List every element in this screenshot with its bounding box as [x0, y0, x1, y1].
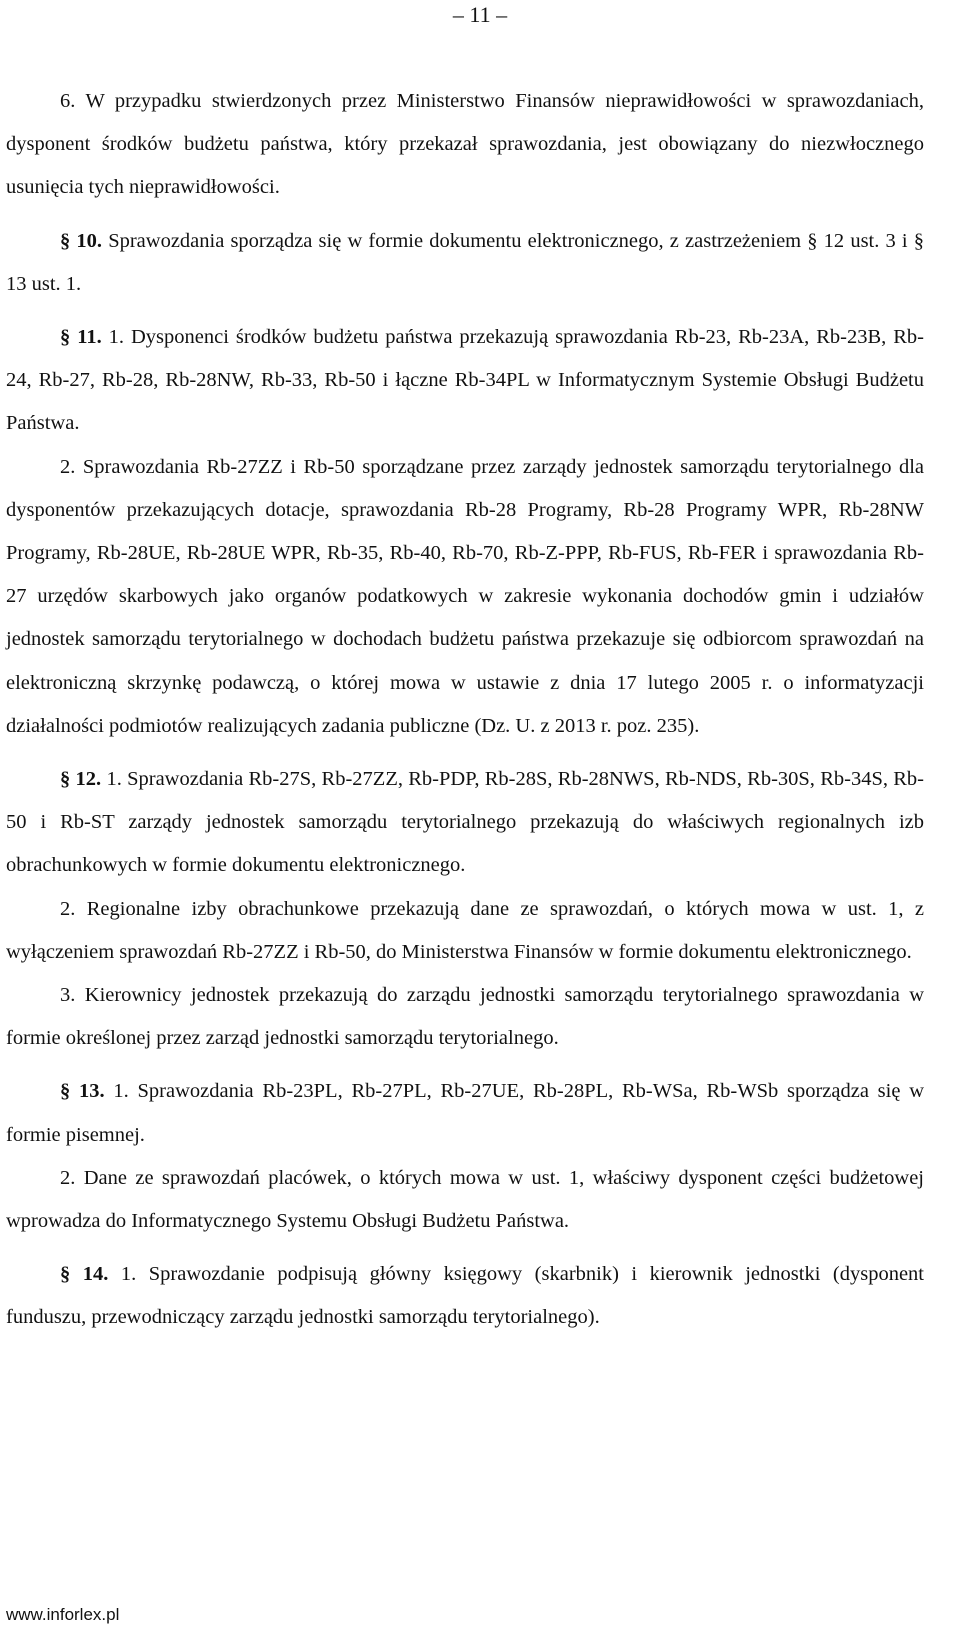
paragraph-6 — [6, 80, 924, 210]
section-number: § 14. — [60, 1263, 109, 1286]
section-12-2 — [6, 888, 924, 974]
paragraph-text: 2. Dane ze sprawozdań placówek, o których mowa w ust. 1, właściwy dysponent części budżetowej wprowadza do Informatycznego Systemu Obsługi Budżetu Państwa. — [6, 1166, 924, 1233]
section-number: § 10. — [60, 229, 103, 252]
section-10 — [6, 220, 924, 306]
paragraph-text: 1. Dysponenci środków budżetu państwa przekazują sprawozdania Rb-23, Rb-23A, Rb-23B, Rb-24, Rb-27, Rb-28, Rb-28NW, Rb-33, Rb-50 i łączne Rb-34PL w Informatycznym Systemie Obsługi Budżetu Państwa. — [6, 326, 924, 435]
paragraph-text: 6. W przypadku stwierdzonych przez Ministerstwo Finansów nieprawidłowości w sprawozdaniach, dysponent środków budżetu państwa, który przekazał sprawozdania, jest obowiązany do niezwłocznego usunięcia tych nieprawidłowości. — [6, 90, 924, 199]
section-14-1 — [6, 1253, 924, 1339]
page-number: – 11 – — [452, 2, 508, 27]
paragraph-text: 1. Sprawozdania Rb-27S, Rb-27ZZ, Rb-PDP, Rb-28S, Rb-28NWS, Rb-NDS, Rb-30S, Rb-34S, Rb-50 i Rb-ST zarządy jednostek samorządu terytorialnego przekazują do właściwych regionalnych izb obrachunkowych w formie dokumentu elektronicznego. — [6, 768, 925, 877]
section-11-1 — [6, 316, 924, 446]
paragraph-text: 1. Sprawozdanie podpisują główny księgowy (skarbnik) i kierownik jednostki (dysponent funduszu, przewodniczący zarządu jednostki samorządu terytorialnego). — [6, 1263, 924, 1329]
document-body — [6, 80, 924, 1340]
section-number: § 12. — [60, 768, 102, 791]
section-12-1 — [6, 758, 924, 888]
paragraph-text: 1. Sprawozdania Rb-23PL, Rb-27PL, Rb-27UE, Rb-28PL, Rb-WSa, Rb-WSb sporządza się w formie pisemnej. — [6, 1080, 925, 1146]
section-12-3 — [6, 974, 924, 1060]
paragraph-text: 2. Sprawozdania Rb-27ZZ i Rb-50 sporządzane przez zarządy jednostek samorządu terytorialnego dla dysponentów przekazujących dotacje, sprawozdania Rb-28 Programy, Rb-28 Programy WPR, Rb-28NW Programy, Rb-28UE, Rb-28UE WPR, Rb-35, Rb-40, Rb-70, Rb-Z-PPP, Rb-FUS, Rb-FER i sprawozdania Rb-27 urzędów skarbowych jako organów podatkowych w zakresie wykonania dochodów gmin i udziałów jednostek samorządu terytorialnego w dochodach budżetu państwa przekazuje się odbiorcom sprawozdań na elektroniczną skrzynkę podawczą, o której mowa w ustawie z dnia 17 lutego 2005 r. o informatyzacji działalności podmiotów realizujących zadania publiczne (Dz. U. z 2013 r. poz. 235). — [6, 455, 924, 737]
section-13-2 — [6, 1157, 924, 1243]
paragraph-text: Sprawozdania sporządza się w formie dokumentu elektronicznego, z zastrzeżeniem § 12 ust. 3 i § 13 ust. 1. — [6, 229, 925, 295]
section-number: § 11. — [60, 326, 102, 349]
paragraph-text: 3. Kierownicy jednostek przekazują do zarządu jednostki samorządu terytorialnego sprawozdania w formie określonej przez zarząd jednostki samorządu terytorialnego. — [6, 984, 924, 1050]
section-13-1 — [6, 1070, 924, 1156]
footer-url: www.inforlex.pl — [6, 1605, 120, 1624]
paragraph-text: 2. Regionalne izby obrachunkowe przekazują dane ze sprawozdań, o których mowa w ust. 1, z wyłączeniem sprawozdań Rb-27ZZ i Rb-50, do Ministerstwa Finansów w formie dokumentu elektronicznego. — [6, 897, 924, 963]
section-11-2 — [6, 446, 924, 748]
section-number: § 13. — [60, 1080, 105, 1103]
